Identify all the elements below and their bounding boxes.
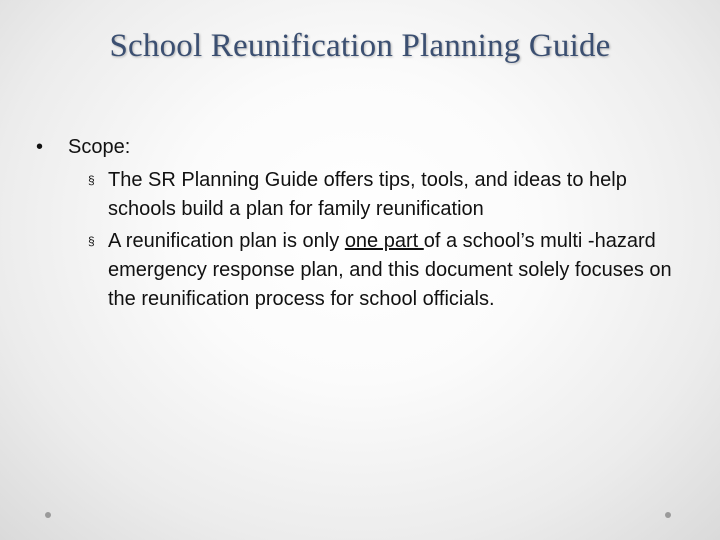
text-before: A reunification plan is only xyxy=(108,230,345,252)
sub-bullet-text: The SR Planning Guide offers tips, tools, and ideas to help schools build a plan for family reunification xyxy=(108,169,627,220)
decorative-dot-icon xyxy=(45,512,51,518)
underlined-text: one part xyxy=(344,230,424,252)
text-after: of a school’s multi -hazard emergency response plan, and this document solely focuses on the reunification process for school officials. xyxy=(108,230,672,310)
slide-title: School Reunification Planning Guide xyxy=(109,28,611,64)
sub-bullet-text xyxy=(108,227,688,314)
section-sign-bullet-icon: § xyxy=(88,234,95,248)
scope-label: Scope: xyxy=(68,136,131,158)
decorative-dot-icon xyxy=(665,512,671,518)
bullet-icon: • xyxy=(36,136,44,158)
section-sign-bullet-icon: § xyxy=(88,173,95,187)
